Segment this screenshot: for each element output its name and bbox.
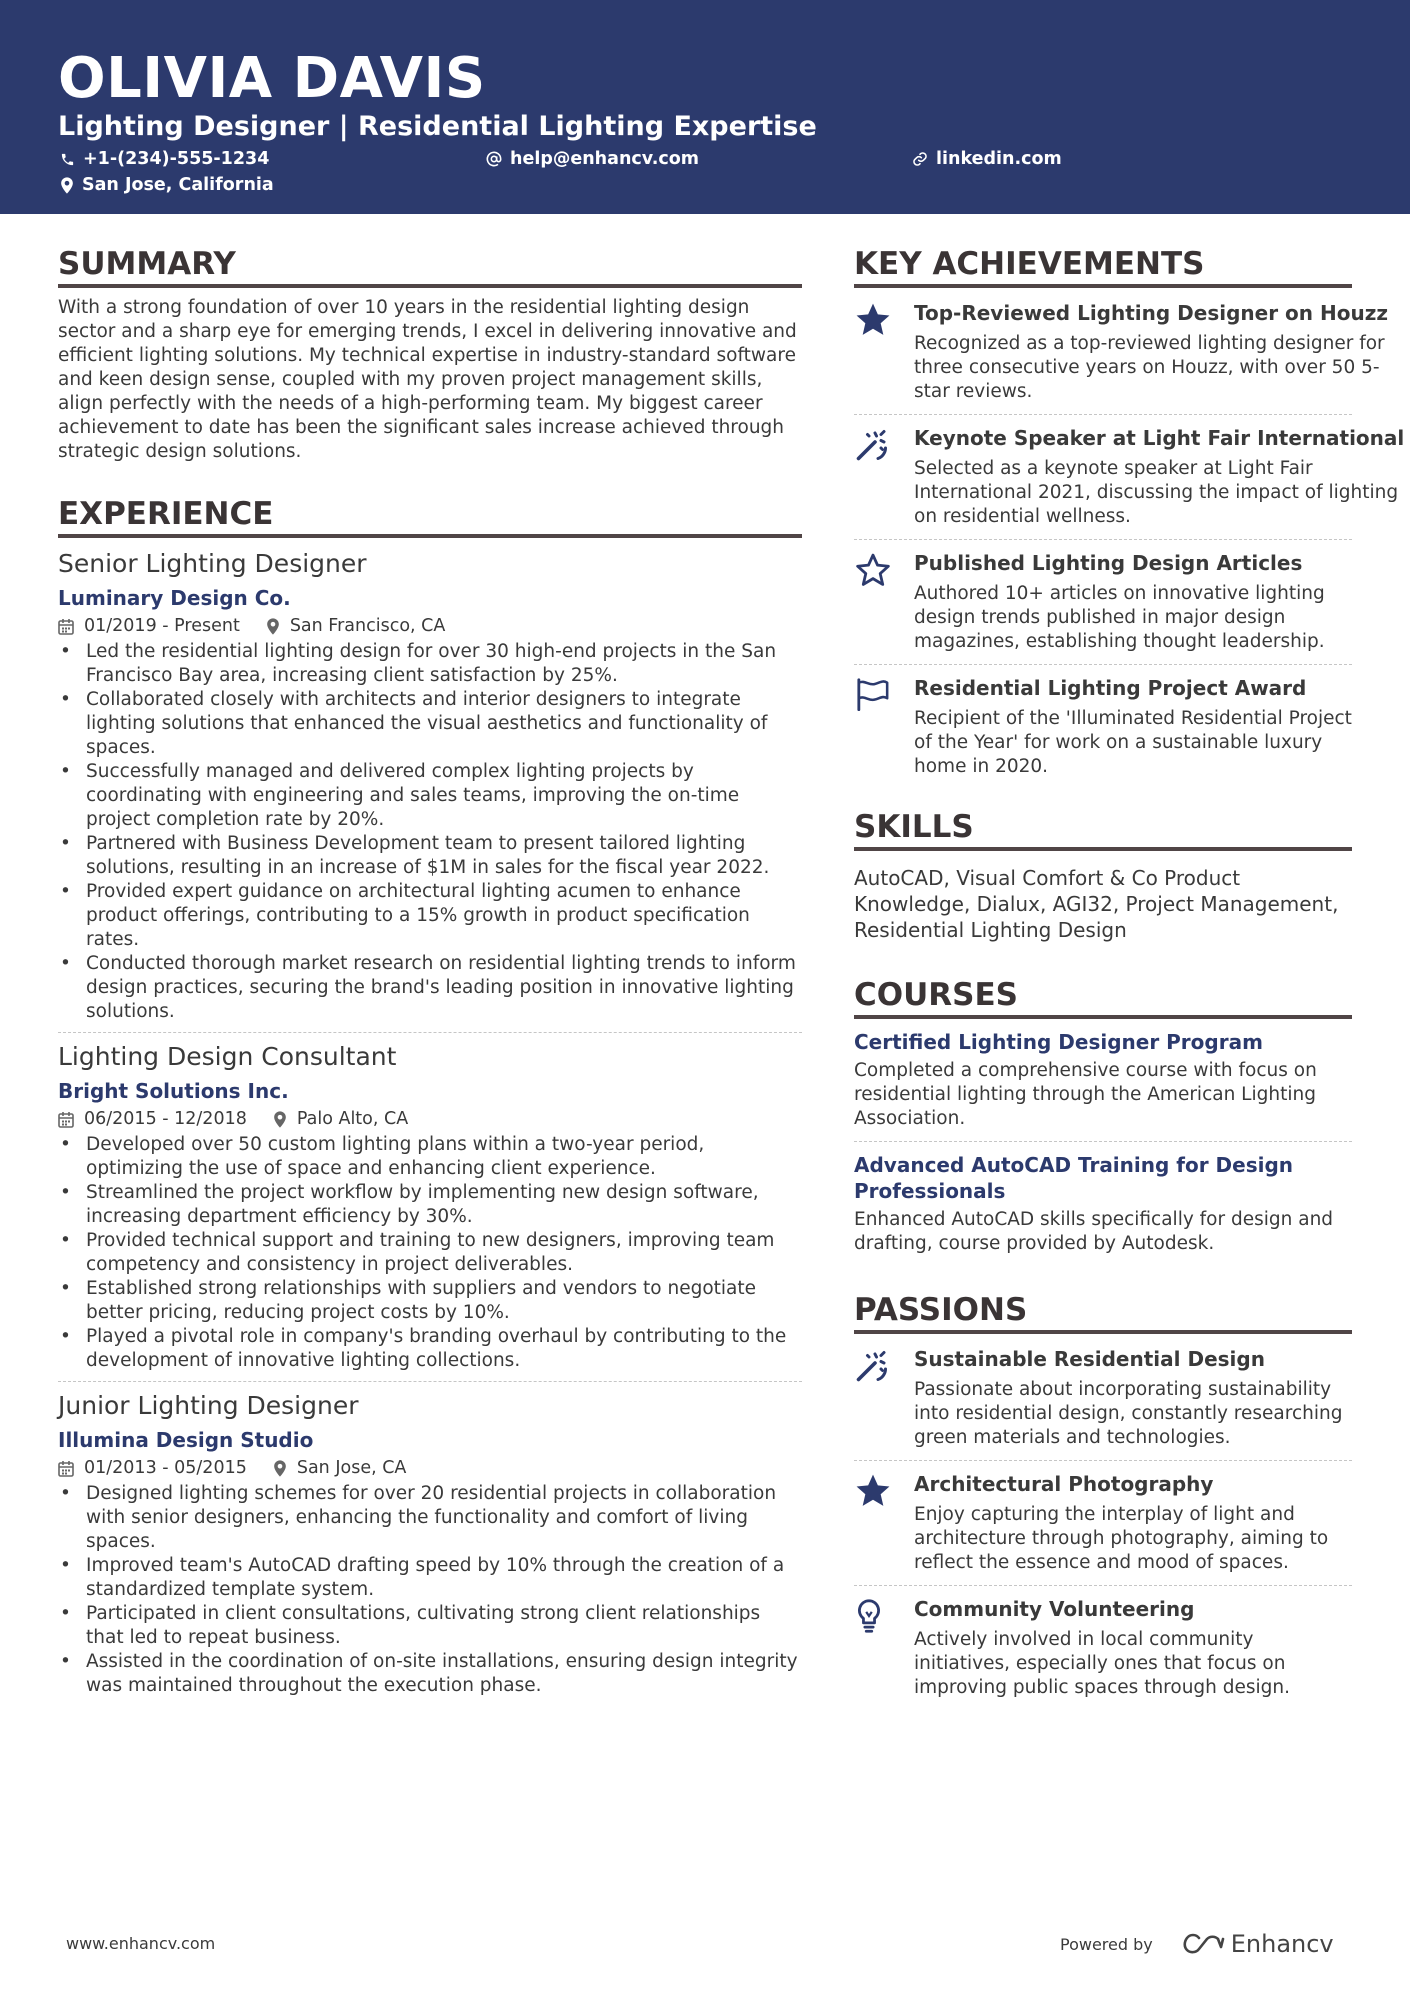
calendar-icon — [58, 1460, 74, 1477]
job-bullets — [58, 1482, 802, 1698]
brand-text: Enhancv — [1230, 1930, 1334, 1958]
job-location: San Jose, CA — [296, 1458, 407, 1478]
course-desc: Completed a comprehensive course with focus on residential lighting through the American Lighting Association. — [854, 1060, 1317, 1129]
passion-desc: Actively involved in local community initiatives, especially ones that focus on improving public spaces through design. — [914, 1629, 1291, 1698]
location-text: San Jose, California — [82, 175, 274, 195]
left-column — [58, 244, 802, 1706]
enhancv-logo-icon — [1179, 1932, 1225, 1956]
achievement-desc: Recognized as a top-reviewed lighting designer for three consecutive years on Houzz, with over 50 5-star reviews. — [914, 333, 1385, 402]
course-title: Advanced AutoCAD Training for Design Professionals — [854, 1153, 1294, 1203]
star-filled-icon — [854, 302, 892, 338]
contact-phone[interactable] — [60, 148, 269, 170]
job-bullet: • Provided technical support and training to new designers, improving team competency and consistency in project deliverables. — [58, 1229, 802, 1277]
achievement-title: Published Lighting Design Articles — [914, 551, 1303, 575]
job-company: Illumina Design Studio — [58, 1428, 314, 1452]
location-pin-icon — [273, 1460, 287, 1477]
passion-item — [854, 1585, 1352, 1710]
job-bullet: • Improved team's AutoCAD drafting speed by 10% through the creation of a standardized template system. — [58, 1554, 802, 1602]
achievement-item — [854, 414, 1405, 539]
calendar-icon — [58, 618, 74, 635]
course-title: Certified Lighting Designer Program — [854, 1030, 1263, 1054]
achievement-title: Top-Reviewed Lighting Designer on Houzz — [914, 301, 1388, 325]
experience-heading: EXPERIENCE — [58, 494, 802, 538]
job-bullet: • Participated in client consultations, cultivating strong client relationships that led to repeat business. — [58, 1602, 802, 1650]
job-bullet: • Assisted in the coordination of on-site installations, ensuring design integrity was maintained throughout the execution phase. — [58, 1650, 802, 1698]
achievement-title: Residential Lighting Project Award — [914, 676, 1307, 700]
job-dates: 01/2019 - Present — [84, 616, 240, 636]
location-pin-icon — [60, 177, 74, 194]
job-bullets — [58, 1133, 802, 1373]
job-role: Senior Lighting Designer — [58, 549, 367, 578]
achievement-item — [854, 664, 1352, 789]
job-bullet: • Designed lighting schemes for over 20 residential projects in collaboration with senior designers, enhancing the functionality and comfort of living spaces. — [58, 1482, 802, 1554]
right-column — [854, 244, 1405, 1710]
job-bullet: • Conducted thorough market research on residential lighting trends to inform design practices, securing the brand's leading position in innovative lighting solutions. — [58, 952, 802, 1024]
contact-email[interactable] — [486, 148, 699, 170]
wand-icon — [854, 1348, 890, 1384]
achievements-section — [854, 244, 1405, 789]
passion-title: Community Volunteering — [914, 1597, 1195, 1621]
experience-section — [58, 494, 802, 1706]
course-item — [854, 1023, 1352, 1141]
email-text: help@enhancv.com — [510, 149, 700, 169]
summary-text: With a strong foundation of over 10 years in the residential lighting design sector and a sharp eye for emerging trends, I excel in delivering innovative and efficient lighting solutions. My technical expertise in industry-standard software and keen design sense, coupled with my proven project management skills, align perfectly with the needs of a high-performing team. My biggest career achievement to date has been the significant sales increase achieved through strategic design solutions. — [58, 297, 797, 462]
at-sign-icon — [486, 151, 502, 167]
passion-title: Sustainable Residential Design — [914, 1347, 1265, 1371]
link-icon — [912, 151, 928, 167]
passion-desc: Passionate about incorporating sustainability into residential design, constantly researching green materials and technologies. — [914, 1379, 1343, 1448]
job-meta — [58, 1456, 802, 1480]
job-company: Luminary Design Co. — [58, 586, 291, 610]
courses-section — [854, 975, 1352, 1266]
job-bullets — [58, 640, 802, 1024]
star-outline-icon — [854, 552, 892, 588]
passions-section — [854, 1290, 1352, 1710]
candidate-name: OLIVIA DAVIS — [58, 46, 486, 111]
job-bullet: • Provided expert guidance on architectural lighting acumen to enhance product offerings, contributing to a 15% growth in product specification rates. — [58, 880, 802, 952]
enhancv-logo[interactable] — [1179, 1930, 1334, 1958]
job-entry — [58, 548, 802, 1032]
skills-text: AutoCAD, Visual Comfort & Co Product Knowledge, Dialux, AGI32, Project Management, Residential Lighting Design — [854, 866, 1339, 942]
passion-title: Architectural Photography — [914, 1472, 1214, 1496]
linkedin-text: linkedin.com — [936, 149, 1062, 169]
courses-heading: COURSES — [854, 975, 1352, 1019]
achievements-heading: KEY ACHIEVEMENTS — [854, 244, 1352, 288]
passion-item — [854, 1460, 1352, 1585]
achievement-title: Keynote Speaker at Light Fair International — [914, 426, 1405, 450]
job-bullet: • Streamlined the project workflow by implementing new design software, increasing department efficiency by 30%. — [58, 1181, 802, 1229]
job-meta — [58, 1107, 802, 1131]
job-bullet: • Collaborated closely with architects and interior designers to integrate lighting solutions that enhanced the visual aesthetics and functionality of spaces. — [58, 688, 802, 760]
job-bullet: • Established strong relationships with suppliers and vendors to negotiate better pricing, reducing project costs by 10%. — [58, 1277, 802, 1325]
job-location: San Francisco, CA — [289, 616, 446, 636]
passion-item — [854, 1336, 1352, 1460]
achievement-desc: Selected as a keynote speaker at Light Fair International 2021, discussing the impact of lighting on residential wellness. — [914, 458, 1399, 527]
summary-heading: SUMMARY — [58, 244, 802, 288]
lightbulb-icon — [854, 1598, 884, 1634]
wand-icon — [854, 427, 890, 463]
powered-by-text: Powered by — [1060, 1934, 1153, 1954]
star-filled-icon — [854, 1473, 892, 1509]
achievement-item — [854, 290, 1388, 414]
footer-branding — [1060, 1930, 1334, 1958]
contact-linkedin[interactable] — [912, 148, 1062, 170]
job-company: Bright Solutions Inc. — [58, 1079, 289, 1103]
contact-location — [60, 174, 274, 196]
job-meta — [58, 614, 802, 638]
job-entry — [58, 1381, 802, 1706]
course-desc: Enhanced AutoCAD skills specifically for design and drafting, course provided by Autodesk. — [854, 1209, 1334, 1254]
skills-section — [854, 807, 1352, 943]
job-bullet: • Developed over 50 custom lighting plans within a two-year period, optimizing the use of space and enhancing client experience. — [58, 1133, 802, 1181]
candidate-title: Lighting Designer | Residential Lighting Expertise — [58, 111, 817, 142]
achievement-desc: Recipient of the 'Illuminated Residential Project of the Year' for work on a sustainable luxury home in 2020. — [914, 708, 1352, 777]
achievement-item — [854, 539, 1352, 664]
flag-icon — [854, 677, 892, 711]
skills-heading: SKILLS — [854, 807, 1352, 851]
job-location: Palo Alto, CA — [296, 1109, 409, 1129]
location-pin-icon — [266, 618, 280, 635]
passion-desc: Enjoy capturing the interplay of light and architecture through photography, aiming to reflect the essence and mood of spaces. — [914, 1504, 1329, 1573]
job-bullet: • Led the residential lighting design for over 30 high-end projects in the San Francisco Bay area, increasing client satisfaction by 25%. — [58, 640, 802, 688]
phone-text: +1-(234)-555-1234 — [83, 149, 270, 169]
course-item — [854, 1141, 1352, 1266]
job-dates: 06/2015 - 12/2018 — [84, 1109, 247, 1129]
job-bullet: • Partnered with Business Development team to present tailored lighting solutions, resulting in an increase of $1M in sales for the fiscal year 2022. — [58, 832, 802, 880]
footer-website[interactable]: www.enhancv.com — [66, 1934, 216, 1953]
calendar-icon — [58, 1111, 74, 1128]
job-role: Junior Lighting Designer — [58, 1391, 359, 1420]
passions-heading: PASSIONS — [854, 1290, 1352, 1334]
phone-icon — [60, 152, 75, 167]
job-role: Lighting Design Consultant — [58, 1042, 397, 1071]
location-pin-icon — [273, 1111, 287, 1128]
achievement-desc: Authored 10+ articles on innovative lighting design trends published in major design magazines, establishing thought leadership. — [914, 583, 1325, 652]
summary-section — [58, 244, 802, 464]
resume-header — [0, 0, 1410, 214]
job-bullet: • Played a pivotal role in company's branding overhaul by contributing to the development of innovative lighting collections. — [58, 1325, 802, 1373]
job-bullet: • Successfully managed and delivered complex lighting projects by coordinating with engineering and sales teams, improving the on-time project completion rate by 20%. — [58, 760, 802, 832]
job-entry — [58, 1032, 802, 1381]
job-dates: 01/2013 - 05/2015 — [84, 1458, 247, 1478]
